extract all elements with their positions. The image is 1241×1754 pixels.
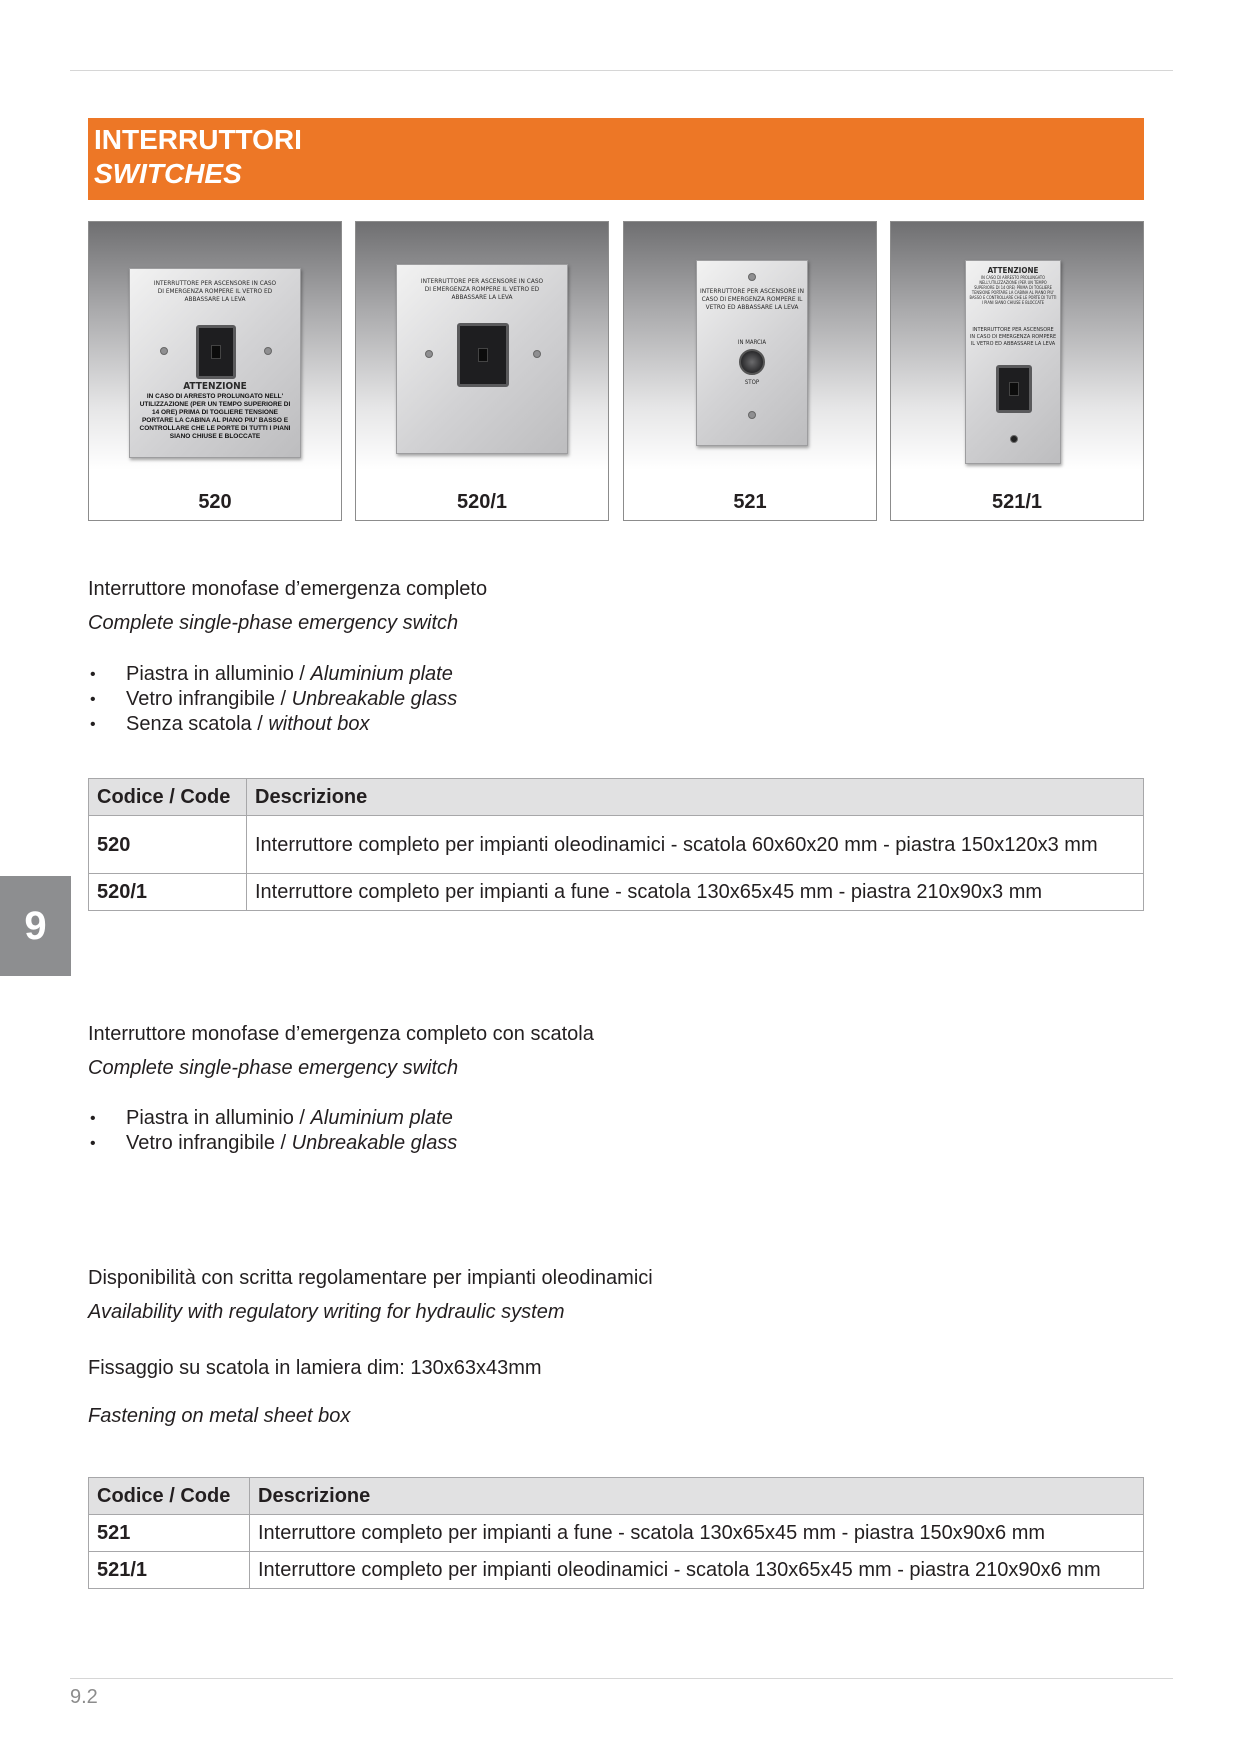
table-row xyxy=(89,874,1144,911)
table-header-row xyxy=(89,779,1144,816)
list-item: • Senza scatola / without box xyxy=(88,712,457,737)
row-description: Interruttore completo per impianti oleodinamici - scatola 130x65x45 mm - piastra 210x90x6 mm xyxy=(250,1552,1144,1589)
warning-text: IN CASO DI ARRESTO PROLUNGATO NELL' UTILIZZAZIONE (PER UN TEMPO SUPERIORE DI 14 ORE) PRIMA DI TOGLIERE TENSIONE PORTARE LA CABINA AL PIANO PIU' BASSO E CONTROLLARE CHE LE PORTE DI TUTTI I PIANI SIANO CHIUSE E BLOCCATE xyxy=(139,393,291,440)
product-photo-520 xyxy=(89,222,341,470)
chapter-tab: 9 xyxy=(0,876,71,976)
glass-window xyxy=(996,365,1032,413)
section-title-bar xyxy=(88,118,1144,200)
column-header-description: Descrizione xyxy=(247,779,1144,816)
row-code: 521 xyxy=(89,1515,250,1552)
row-code: 520/1 xyxy=(89,874,247,911)
column-header-code: Codice / Code xyxy=(89,1478,250,1515)
list-item: • Piastra in alluminio / Aluminium plate xyxy=(88,662,457,687)
screw-icon xyxy=(533,350,541,358)
row-description: Interruttore completo per impianti a fune - scatola 130x65x45 mm - piastra 210x90x3 mm xyxy=(247,874,1144,911)
section2-bullets xyxy=(88,1106,457,1156)
lever-icon xyxy=(478,348,488,362)
switch-plate xyxy=(696,260,808,446)
product-code: 520/1 xyxy=(456,491,508,513)
list-item: • Vetro infrangibile / Unbreakable glass xyxy=(88,687,457,712)
glass-window xyxy=(457,323,509,387)
product-code: 521 xyxy=(733,491,767,513)
fastening-en: Fastening on metal sheet box xyxy=(88,1405,351,1427)
section1-spec-table xyxy=(88,778,1144,911)
plate-label: INTERRUTTORE PER ASCENSORE IN CASO DI EMERGENZA ROMPERE IL VETRO ED ABBASSARE LA LEVA xyxy=(699,287,805,311)
top-divider xyxy=(70,70,1173,71)
switch-plate xyxy=(965,260,1061,464)
plate-label: INTERRUTTORE PER ASCENSORE IN CASO DI EMERGENZA ROMPERE IL VETRO ED ABBASSARE LA LEVA xyxy=(969,327,1057,347)
lever-icon xyxy=(211,345,221,359)
section1-title-it: Interruttore monofase d’emergenza completo xyxy=(88,578,488,600)
list-item: • Piastra in alluminio / Aluminium plate xyxy=(88,1106,457,1131)
column-header-description: Descrizione xyxy=(250,1478,1144,1515)
switch-plate xyxy=(129,268,301,458)
list-item: • Vetro infrangibile / Unbreakable glass xyxy=(88,1131,457,1156)
warning-title: ATTENZIONE xyxy=(987,266,1039,275)
row-code: 521/1 xyxy=(89,1552,250,1589)
availability-en: Availability with regulatory writing for hydraulic system xyxy=(88,1301,565,1323)
section1-title-en: Complete single-phase emergency switch xyxy=(88,612,459,634)
fastening-it: Fissaggio su scatola in lamiera dim: 130x63x43mm xyxy=(88,1357,542,1379)
table-row xyxy=(89,1515,1144,1552)
product-card-521-1 xyxy=(890,221,1144,521)
product-photo-521 xyxy=(624,222,876,470)
section2-title-it: Interruttore monofase d’emergenza completo con scatola xyxy=(88,1023,594,1045)
glass-window xyxy=(196,325,236,379)
plate-label: INTERRUTTORE PER ASCENSORE IN CASO DI EMERGENZA ROMPERE IL VETRO ED ABBASSARE LA LEVA xyxy=(153,279,277,303)
product-photo-520-1 xyxy=(356,222,608,470)
product-card-521 xyxy=(623,221,877,521)
screw-icon xyxy=(425,350,433,358)
product-card-520-1 xyxy=(355,221,609,521)
page-number: 9.2 xyxy=(70,1686,98,1708)
product-photo-521-1 xyxy=(891,222,1143,470)
product-code: 520 xyxy=(198,491,232,513)
row-code: 520 xyxy=(89,816,247,874)
availability-it: Disponibilità con scritta regolamentare per impianti oleodinamici xyxy=(88,1267,653,1289)
screw-icon xyxy=(748,273,756,281)
section-title-it: INTERRUTTORI xyxy=(94,124,302,155)
section1-bullets xyxy=(88,662,457,737)
selector-knob-icon xyxy=(739,349,765,375)
section2-title-en: Complete single-phase emergency switch xyxy=(88,1057,459,1079)
column-header-code: Codice / Code xyxy=(89,779,247,816)
knob-label-top: IN MARCIA xyxy=(737,339,767,346)
screw-icon xyxy=(160,347,168,355)
warning-text: IN CASO DI ARRESTO PROLUNGATO NELL'UTILIZZAZIONE (PER UN TEMPO SUPERIORE DI 14 ORE) PRIMA DI TOGLIERE TENSIONE PORTARE LA CABINA AL PIANO PIU' BASSO E CONTROLLARE CHE LE PORTE DI TUTTI I PIANI SIANO CHIUSE E BLOCCATE xyxy=(969,275,1057,305)
section-title-en: SWITCHES xyxy=(94,158,242,189)
row-description: Interruttore completo per impianti oleodinamici - scatola 60x60x20 mm - piastra 150x120x3 mm xyxy=(247,816,1144,874)
warning-title: ATTENZIONE xyxy=(183,381,247,392)
table-row xyxy=(89,1552,1144,1589)
product-gallery xyxy=(88,221,1144,521)
bottom-divider xyxy=(70,1678,1173,1679)
screw-icon xyxy=(264,347,272,355)
plate-label: INTERRUTTORE PER ASCENSORE IN CASO DI EMERGENZA ROMPERE IL VETRO ED ABBASSARE LA LEVA xyxy=(420,277,544,301)
table-row xyxy=(89,816,1144,874)
section2-spec-table xyxy=(88,1477,1144,1589)
switch-plate xyxy=(396,264,568,454)
table-header-row xyxy=(89,1478,1144,1515)
knob-label-bottom: STOP xyxy=(744,379,760,386)
row-description: Interruttore completo per impianti a fune - scatola 130x65x45 mm - piastra 150x90x6 mm xyxy=(250,1515,1144,1552)
screw-icon xyxy=(748,411,756,419)
screw-icon xyxy=(1010,435,1018,443)
product-code: 521/1 xyxy=(991,491,1043,513)
lever-icon xyxy=(1009,382,1019,396)
product-card-520 xyxy=(88,221,342,521)
